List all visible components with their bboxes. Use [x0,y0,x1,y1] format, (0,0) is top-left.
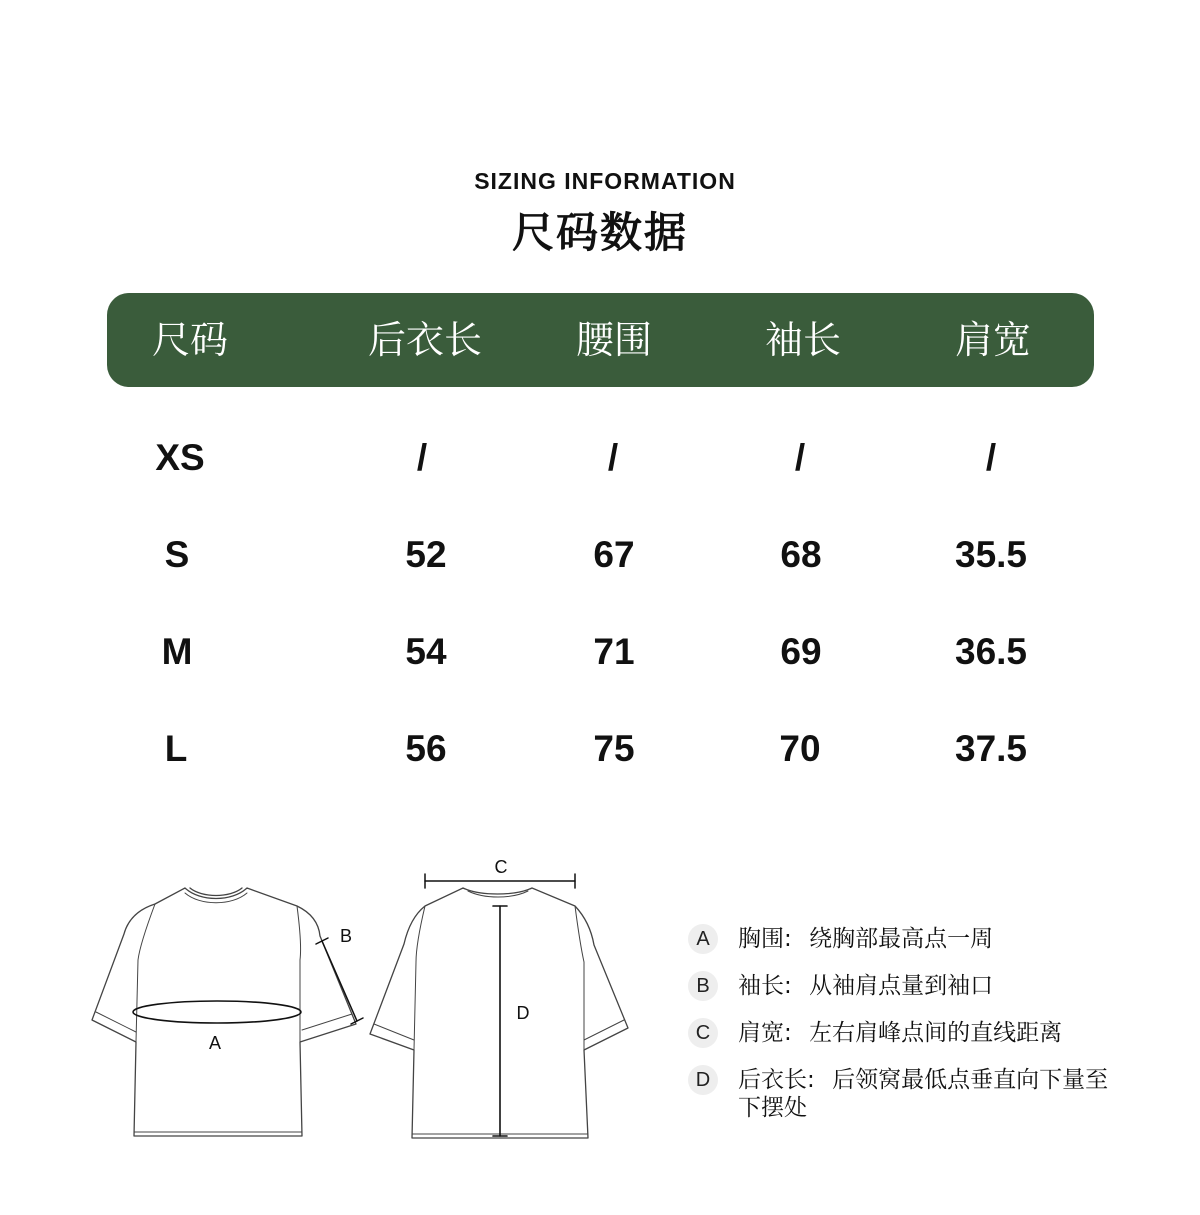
diagram-label-c: C [494,857,508,877]
cell-size: XS [155,437,205,478]
cell-back-length: / [416,437,428,478]
legend-label: 胸围: [738,926,792,952]
cell-waist: / [607,437,619,478]
cell-waist: 75 [593,728,635,769]
title-english: SIZING INFORMATION [474,168,736,194]
cell-back-length: 56 [405,728,447,769]
tshirt-front-icon [92,888,363,1136]
tshirt-back-icon [370,874,628,1138]
cell-shoulder: / [985,437,997,478]
cell-back-length: 52 [405,534,447,575]
diagram-label-d: D [516,1003,530,1023]
table-row [0,622,1200,682]
legend-badge-c: C [688,1018,718,1048]
cell-shoulder: 35.5 [954,534,1028,575]
legend-text: 绕胸部最高点一周 [809,926,994,952]
cell-size: L [164,728,188,769]
table-row [0,525,1200,585]
legend-text: 左右肩峰点间的直线距离 [809,1020,1063,1046]
cell-sleeve: 70 [779,728,821,769]
legend-item-shoulder [688,1019,1118,1047]
legend-label: 后衣长: [738,1067,815,1093]
diagram-label-b: B [339,926,353,946]
cell-size: M [161,631,193,672]
legend-badge-a: A [688,924,718,954]
header-shoulder: 肩宽 [954,318,1032,362]
cell-sleeve: / [794,437,806,478]
table-row [0,719,1200,779]
legend-badge-d: D [688,1065,718,1095]
header-sleeve: 袖长 [764,318,842,362]
cell-shoulder: 36.5 [954,631,1028,672]
cell-size: S [164,534,190,575]
cell-back-length: 54 [405,631,447,672]
header-back-length: 后衣长 [367,318,483,362]
title-chinese: 尺码数据 [511,208,688,257]
table-header [107,293,1094,387]
cell-sleeve: 69 [780,631,822,672]
cell-shoulder: 37.5 [954,728,1028,769]
table-row [0,428,1200,488]
diagram-label-a: A [208,1033,222,1053]
header-size: 尺码 [151,318,229,362]
cell-waist: 71 [593,631,635,672]
legend-text: 后领窝最低点垂直向下量至下摆处 [738,1067,1109,1121]
legend-item-chest [688,925,1118,953]
cell-sleeve: 68 [780,534,822,575]
measurement-diagram [0,840,660,1160]
legend-badge-b: B [688,971,718,1001]
header-waist: 腰围 [575,318,653,362]
legend-item-back-length [688,1066,1118,1122]
cell-waist: 67 [593,534,635,575]
legend-label: 肩宽: [738,1020,792,1046]
legend-item-sleeve [688,972,1118,1000]
legend-text: 从袖肩点量到袖口 [809,973,994,999]
measurement-legend [688,925,1118,1141]
legend-label: 袖长: [738,973,792,999]
